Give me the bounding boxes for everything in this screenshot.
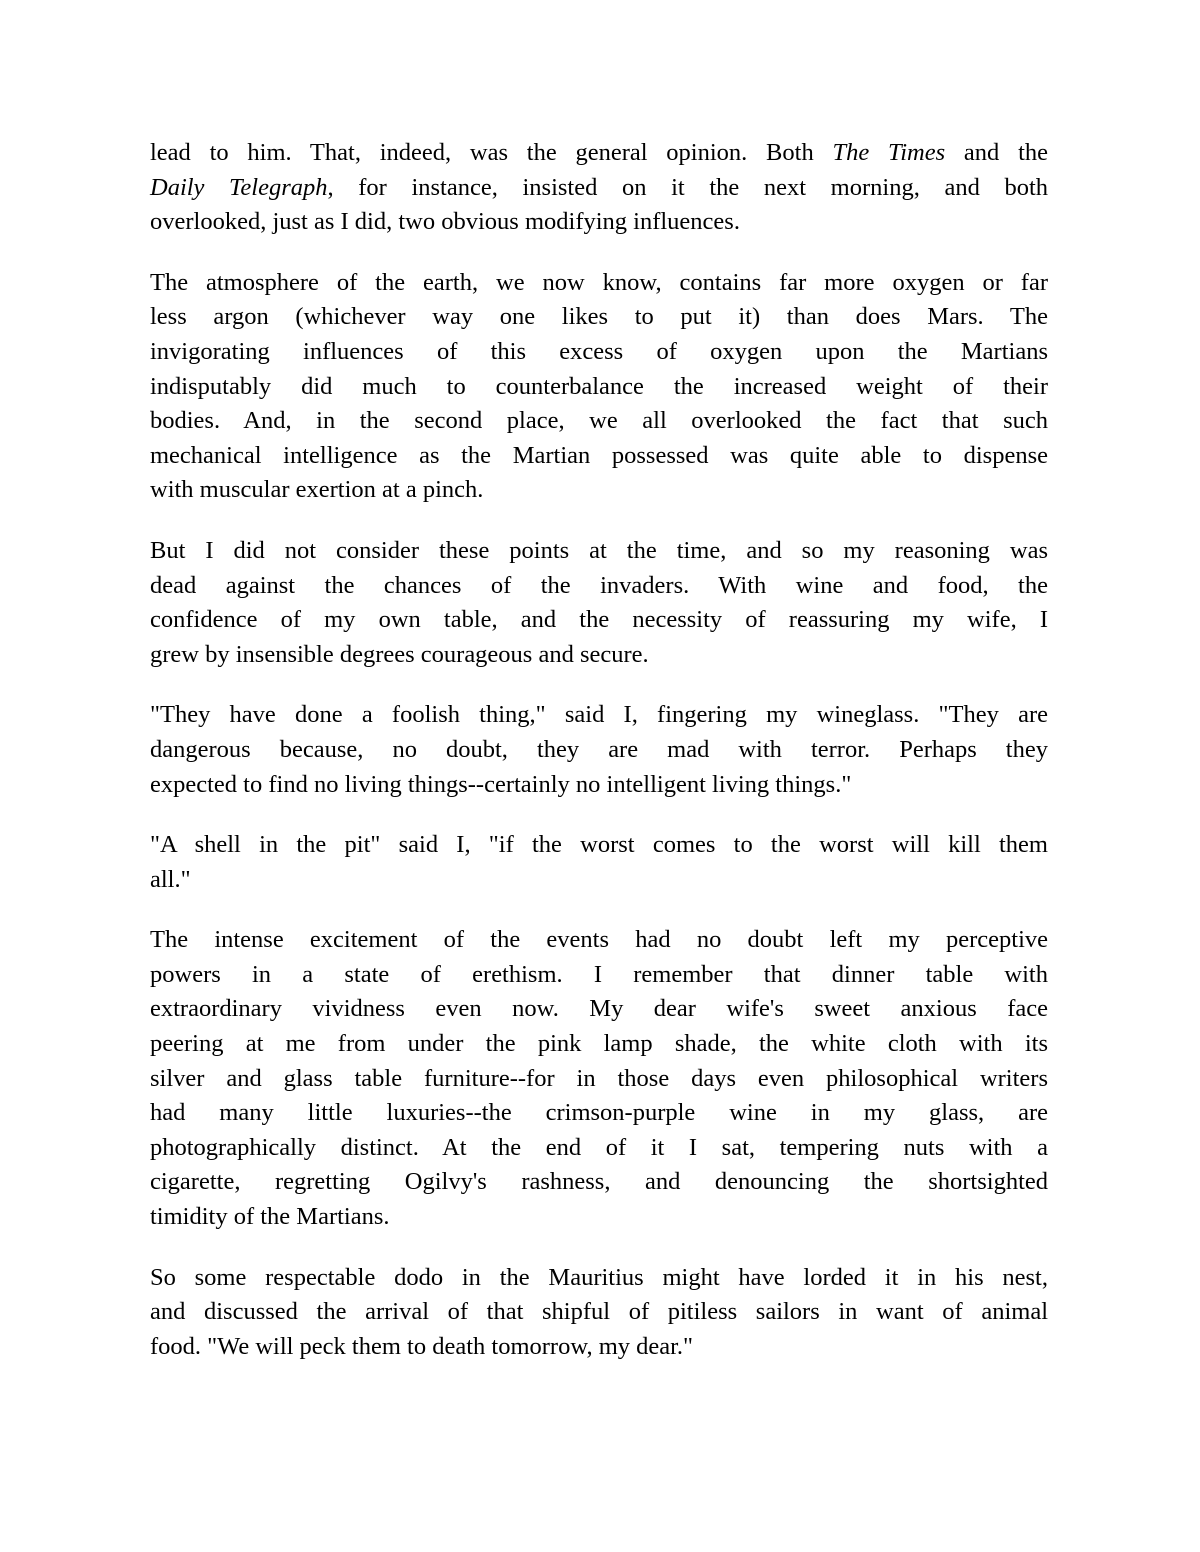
text-run: dead against the chances of the invaders. With wine and food, the	[150, 571, 1048, 599]
text-line	[150, 473, 1048, 508]
text-run: had many little luxuries--the crimson-purple wine in my glass, are	[150, 1099, 1048, 1127]
text-run: But I did not consider these points at the time, and so my reasoning was	[150, 536, 1048, 564]
text-line	[150, 603, 1048, 638]
text-line	[150, 171, 1048, 206]
text-run: and discussed the arrival of that shipful of pitiless sailors in want of animal	[150, 1298, 1048, 1326]
text-run: and the	[945, 139, 1048, 166]
text-run: peering at me from under the pink lamp shade, the white cloth with its	[150, 1030, 1048, 1058]
text-run: lead to him. That, indeed, was the general opinion. Both	[150, 139, 833, 166]
text-line	[150, 1165, 1048, 1200]
text-line	[150, 1131, 1048, 1166]
text-line	[150, 1330, 1048, 1365]
text-run: dangerous because, no doubt, they are mad with terror. Perhaps they	[150, 735, 1048, 763]
text-line	[150, 439, 1048, 474]
paragraph	[150, 828, 1048, 897]
text-run: mechanical intelligence as the Martian possessed was quite able to dispense	[150, 441, 1048, 469]
text-line	[150, 698, 1048, 733]
paragraph	[150, 534, 1048, 672]
text-run: powers in a state of erethism. I remember that dinner table with	[150, 960, 1048, 988]
italic-book-title: The Times	[832, 139, 946, 166]
text-line	[150, 1027, 1048, 1062]
text-line	[150, 1200, 1048, 1235]
text-run: "They have done a foolish thing," said I, fingering my wineglass. "They are	[150, 701, 1048, 729]
text-run: "A shell in the pit" said I, "if the worst comes to the worst will kill them	[150, 831, 1048, 859]
paragraph	[150, 1261, 1048, 1365]
text-line	[150, 266, 1048, 301]
paragraph	[150, 266, 1048, 508]
italic-book-title: Daily Telegraph	[150, 173, 328, 201]
text-run: The intense excitement of the events had no doubt left my perceptive	[150, 926, 1048, 954]
text-line	[150, 300, 1048, 335]
text-line	[150, 828, 1048, 863]
text-line	[150, 1295, 1048, 1330]
text-line	[150, 1261, 1048, 1296]
text-run: food. "We will peck them to death tomorrow, my dear."	[150, 1332, 694, 1360]
text-line	[150, 404, 1048, 439]
text-run: invigorating influences of this excess of oxygen upon the Martians	[150, 337, 1048, 365]
text-run: bodies. And, in the second place, we all overlooked the fact that such	[150, 407, 1048, 435]
text-line	[150, 923, 1048, 958]
text-line	[150, 863, 1048, 898]
text-line	[150, 569, 1048, 604]
text-run: indisputably did much to counterbalance the increased weight of their	[150, 372, 1048, 400]
text-line	[150, 205, 1048, 240]
text-run: overlooked, just as I did, two obvious modifying influences.	[150, 208, 740, 236]
text-line	[150, 958, 1048, 993]
text-run: cigarette, regretting Ogilvy's rashness, and denouncing the shortsighted	[150, 1168, 1048, 1196]
text-line	[150, 733, 1048, 768]
paragraph	[150, 698, 1048, 802]
text-run: all."	[150, 865, 191, 893]
paragraph	[150, 136, 1048, 240]
text-line	[150, 534, 1048, 569]
text-line	[150, 1062, 1048, 1097]
text-run: photographically distinct. At the end of it I sat, tempering nuts with a	[150, 1133, 1048, 1161]
paragraph	[150, 923, 1048, 1234]
text-block	[150, 136, 1048, 1390]
text-run: confidence of my own table, and the necessity of reassuring my wife, I	[150, 606, 1048, 634]
text-run: extraordinary vividness even now. My dear wife's sweet anxious face	[150, 995, 1048, 1023]
text-line	[150, 370, 1048, 405]
text-line	[150, 335, 1048, 370]
text-run: grew by insensible degrees courageous and secure.	[150, 640, 649, 668]
text-run: expected to find no living things--certainly no intelligent living things."	[150, 770, 852, 798]
text-run: with muscular exertion at a pinch.	[150, 476, 484, 504]
text-run: timidity of the Martians.	[150, 1203, 390, 1231]
text-line	[150, 1096, 1048, 1131]
text-run: silver and glass table furniture--for in those days even philosophical writers	[150, 1064, 1048, 1092]
text-line	[150, 768, 1048, 803]
text-run: , for instance, insisted on it the next morning, and both	[327, 173, 1048, 201]
text-run: So some respectable dodo in the Mauritius might have lorded it in his nest,	[150, 1263, 1048, 1291]
text-line	[150, 638, 1048, 673]
text-line	[150, 992, 1048, 1027]
text-line	[150, 136, 1048, 171]
text-run: The atmosphere of the earth, we now know, contains far more oxygen or far	[150, 268, 1048, 296]
text-run: less argon (whichever way one likes to put it) than does Mars. The	[150, 303, 1048, 331]
